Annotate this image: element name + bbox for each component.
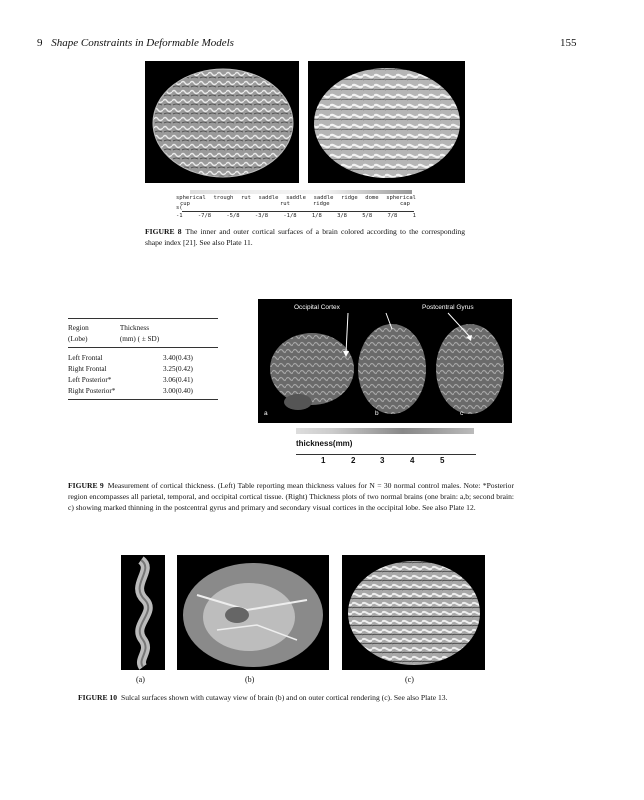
outer-cortical-rendering-image-c <box>342 555 485 670</box>
table-cell: Left Posterior* <box>68 375 112 384</box>
chapter-title: Shape Constraints in Deformable Models <box>51 37 234 49</box>
scale-labels-row2 <box>176 201 416 208</box>
chapter-number: 9 <box>37 37 43 49</box>
table-row <box>68 374 218 385</box>
scale-ticks <box>176 213 416 219</box>
scale-label: saddle <box>313 195 334 201</box>
scale-label: ridge <box>341 195 358 201</box>
scale-tick: -3/8 <box>254 213 269 219</box>
table-header-cell: Thickness <box>119 323 150 332</box>
scale-label: saddle <box>286 195 306 201</box>
colorbar-tick: 5 <box>440 456 445 465</box>
cutaway-brain-image-b <box>177 555 329 670</box>
scale-label: spherical <box>176 195 206 201</box>
table-header-row <box>68 322 218 333</box>
thickness-plot-image <box>258 299 512 423</box>
caption-text: Sulcal surfaces shown with cutaway view of brain (b) and on outer cortical rendering (c). See also Plate 13. <box>121 693 448 702</box>
panel-c-label: c <box>460 410 464 417</box>
sulcal-surface-image-a <box>121 555 165 670</box>
scale-label: dome <box>365 195 379 201</box>
scale-label: ridge <box>313 201 330 207</box>
scale-tick: 7/8 <box>387 213 398 219</box>
scale-tick: -5/8 <box>226 213 240 219</box>
caption-label: FIGURE 8 <box>145 227 182 236</box>
colorbar-axis <box>296 454 476 455</box>
table-row <box>68 352 218 363</box>
colorbar-gradient <box>296 428 474 434</box>
panel-b-label: b <box>375 410 379 417</box>
scale-label: rut <box>280 201 290 207</box>
colorbar-tick: 2 <box>351 456 356 465</box>
scale-label: cup <box>180 201 190 207</box>
caption-text: Measurement of cortical thickness. (Left) Table reporting mean thickness values for N = 30 normal control males. Note: *Posterior region encompasses all parietal, temporal, and occipital cortical tissue. (Right) Thickness plots of two normal brains (one brain: a,b; second brain: c) showing marked thinning in the postcentral gyrus and primary and secondary visual cortices in the occipital lobe. See also Plate 12. <box>68 481 515 512</box>
scale-axis-label: s( <box>176 205 183 211</box>
figure-10-panel-label-b: (b) <box>245 675 255 684</box>
thickness-table <box>68 318 218 400</box>
occipital-cortex-label: Occipital Cortex <box>294 304 340 311</box>
scale-tick: 3/8 <box>337 213 347 219</box>
scale-tick: 5/8 <box>362 213 373 219</box>
thickness-colorbar <box>296 428 480 468</box>
scale-label: spherical <box>386 195 416 201</box>
scale-axis-line <box>182 211 414 212</box>
table-header-cell: (mm) ( ± SD) <box>119 334 160 343</box>
panel-a-label: a <box>264 410 268 417</box>
caption-label: FIGURE 10 <box>78 693 118 702</box>
scale-label: cap <box>400 201 410 207</box>
table-header-cell: Region <box>68 323 89 332</box>
table-row <box>68 363 218 374</box>
figure-10-caption <box>78 692 538 703</box>
scale-tick: -7/8 <box>197 213 212 219</box>
scale-tick: -1 <box>176 213 183 219</box>
table-cell: Right Frontal <box>68 364 107 373</box>
figure-8-caption <box>145 226 465 248</box>
scale-label: rut <box>240 195 251 201</box>
colorbar-title: thickness(mm) <box>296 439 353 448</box>
running-header <box>37 37 234 49</box>
shape-index-scale <box>176 190 416 222</box>
table-cell: Left Frontal <box>68 353 103 362</box>
caption-label: FIGURE 9 <box>68 481 104 490</box>
shape-index-colorbar <box>190 190 412 194</box>
scale-tick: -1/8 <box>283 213 297 219</box>
table-cell: Right Posterior* <box>68 386 116 395</box>
figure-9-caption <box>68 480 514 513</box>
colorbar-tick: 1 <box>321 456 326 465</box>
inner-cortical-surface-image <box>145 61 299 183</box>
table-cell: 3.40(0.43) <box>163 353 193 362</box>
table-header-cell: (Lobe) <box>68 334 88 343</box>
scale-tick: 1/8 <box>311 213 322 219</box>
postcentral-gyrus-label: Postcentral Gyrus <box>422 304 474 311</box>
scale-label: trough <box>213 195 234 201</box>
figure-10-panel-label-c: (c) <box>405 675 414 684</box>
scale-label: saddle <box>258 195 279 201</box>
page-number: 155 <box>560 37 577 49</box>
colorbar-tick: 4 <box>410 456 415 465</box>
colorbar-tick: 3 <box>380 456 385 465</box>
table-row <box>68 385 218 396</box>
figure-10-panel-label-a: (a) <box>136 675 145 684</box>
scale-tick: 1 <box>412 213 416 219</box>
caption-text: The inner and outer cortical surfaces of a brain colored according to the corresponding shape index [21]. See also Plate 11. <box>145 227 466 247</box>
table-cell: 3.00(0.40) <box>163 386 193 395</box>
table-cell: 3.25(0.42) <box>163 364 193 373</box>
outer-cortical-surface-image <box>308 61 465 183</box>
table-header-row <box>68 333 218 344</box>
table-cell: 3.06(0.41) <box>163 375 193 384</box>
